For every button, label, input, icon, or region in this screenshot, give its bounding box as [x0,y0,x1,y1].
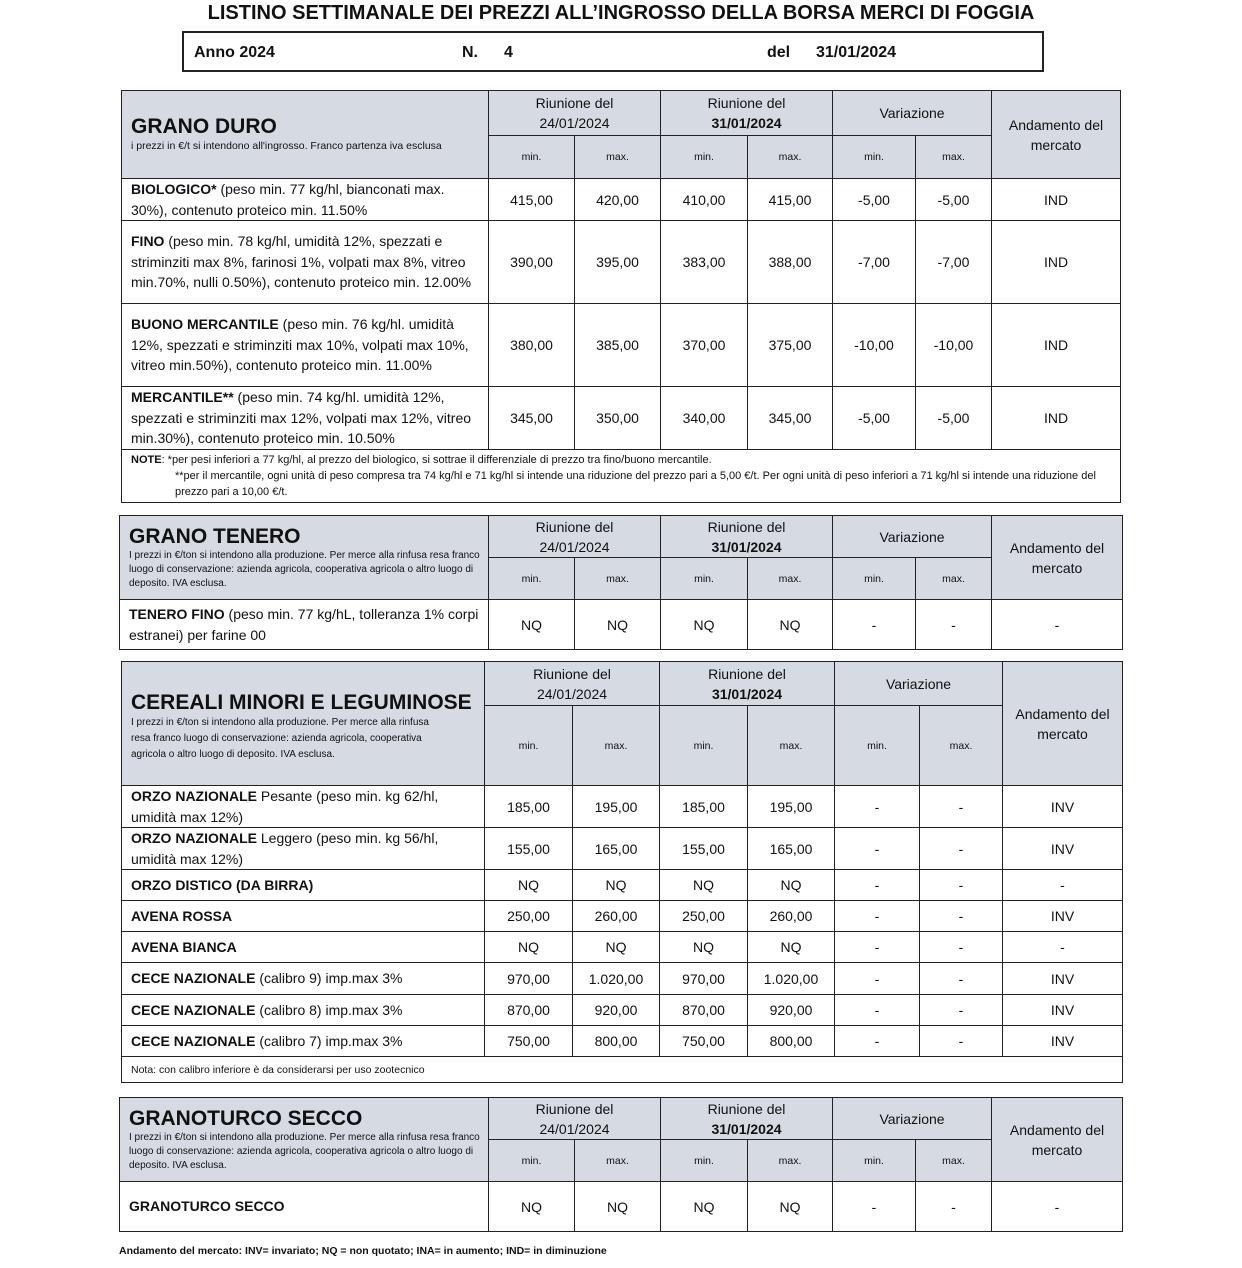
grano-duro-note [122,449,1121,502]
curr-min-cell: 870,00 [660,995,748,1026]
riunione-label: Riunione del [708,665,786,682]
product-cell [122,221,489,304]
curr-min-cell: NQ [661,600,748,650]
product-name: BIOLOGICO* [131,181,217,197]
prev-max-cell: 260,00 [573,901,660,932]
prev-min-cell: NQ [485,932,573,963]
product-cell [122,1026,485,1057]
product-detail: Leggero (peso min. kg 56/hl, umidità max 12%) [131,830,439,867]
max-header: max. [748,1140,833,1182]
granoturco-table [119,1097,1123,1232]
max-header: max. [916,136,992,179]
table-row [122,828,1123,870]
prev-max-cell: 800,00 [573,1026,660,1057]
trend-cell: - [992,600,1123,650]
product-cell [122,995,485,1026]
cereali-header-cell [122,662,485,786]
table-row [122,387,1121,450]
curr-min-cell: 155,00 [660,828,748,870]
trend-cell: INV [1003,963,1123,995]
product-detail: (calibro 7) imp.max 3% [255,1032,403,1049]
curr-meeting-header [661,91,833,136]
product-cell [122,304,489,387]
prev-min-cell: 390,00 [489,221,575,304]
product-name: ORZO DISTICO (DA BIRRA) [131,876,314,893]
product-cell [122,932,485,963]
product-cell [122,870,485,901]
trend-cell: - [992,1182,1123,1232]
var-max-cell: - [920,963,1003,995]
curr-min-cell: 340,00 [661,387,748,450]
curr-max-cell: 388,00 [748,221,833,304]
riunione-label: Riunione del [707,518,786,535]
prev-max-cell: NQ [573,932,660,963]
trend-cell: INV [1003,786,1123,828]
product-name: AVENA ROSSA [131,907,233,924]
product-detail: (peso min. 78 kg/hl, umidità 12%, spezzati e striminziti max 8%, farinosi 1%, volpati max 8%, vitreo min.70%, nulli 0.50%), contenuto proteico min. 12.00% [131,233,472,291]
curr-max-cell: NQ [748,870,835,901]
curr-min-cell: NQ [660,932,748,963]
table-row [122,870,1123,901]
curr-min-cell: 750,00 [660,1026,748,1057]
riunione-label: Riunione del [535,518,614,535]
prev-meeting-header [485,662,660,706]
var-max-cell: -5,00 [916,179,992,221]
var-max-cell: - [920,995,1003,1026]
product-detail: (peso min. 76 kg/hl. umidità 12%, spezzati e striminziti max 10%, volpati max 10%, vitreo min.50%), contenuto proteico min. 11.00% [131,316,469,374]
trend-cell: INV [1003,995,1123,1026]
section-title: GRANO TENERO [129,524,301,548]
min-header: min. [660,706,748,786]
prev-min-cell: 750,00 [485,1026,573,1057]
legend-footer: Andamento del mercato: INV= invariato; NQ = non quotato; INA= in aumento; IND= in diminuzione [119,1245,607,1257]
var-min-cell: - [835,1026,920,1057]
curr-date: 31/01/2024 [711,685,783,702]
prev-min-cell: 415,00 [489,179,575,221]
table-row [122,1026,1123,1057]
trend-cell: IND [992,387,1121,450]
table-row [120,600,1123,650]
prev-max-cell: 920,00 [573,995,660,1026]
var-max-cell: - [916,600,992,650]
prev-min-cell: 185,00 [485,786,573,828]
product-name: ORZO NAZIONALE [131,788,257,804]
note-line-1: : *per pesi inferiori a 77 kg/hl, al prezzo del biologico, si sottrae il differenziale di prezzo tra fino/buono mercantile. [161,453,712,466]
max-header: max. [916,558,992,600]
product-cell [122,901,485,932]
riunione-label: Riunione del [707,1100,786,1117]
section-title: GRANOTURCO SECCO [129,1106,363,1130]
max-header: max. [575,136,661,179]
variation-header: Variazione [833,516,992,558]
table-row [122,786,1123,828]
prev-min-cell: 380,00 [489,304,575,387]
min-header: min. [833,1140,916,1182]
var-min-cell: - [835,995,920,1026]
max-header: max. [748,558,833,600]
prev-min-cell: 155,00 [485,828,573,870]
product-name: MERCANTILE** [131,389,234,405]
product-detail: (peso min. 74 kg/hl. umidità 12%, spezzati e striminziti max 12%, volpati max 12%, vitreo min.30%), contenuto proteico min. 10.50% [131,389,472,446]
issue-info-box [182,31,1044,72]
var-max-cell: - [920,870,1003,901]
curr-min-cell: NQ [660,870,748,901]
prev-max-cell: 195,00 [573,786,660,828]
curr-max-cell: 375,00 [748,304,833,387]
var-min-cell: - [835,901,920,932]
trend-cell: INV [1003,1026,1123,1057]
var-max-cell: - [920,901,1003,932]
trend-cell: - [1003,870,1123,901]
min-header: min. [833,136,916,179]
curr-min-cell: 410,00 [661,179,748,221]
variation-header: Variazione [835,662,1003,706]
product-name: BUONO MERCANTILE [131,316,279,333]
max-header: max. [920,706,1003,786]
prev-date: 24/01/2024 [539,1120,610,1137]
table-row [122,995,1123,1026]
prev-date: 24/01/2024 [539,538,610,555]
product-name: ORZO NAZIONALE [131,830,257,846]
prev-meeting-header [489,91,661,136]
var-max-cell: -7,00 [916,221,992,304]
curr-max-cell: 165,00 [748,828,835,870]
var-min-cell: - [833,600,916,650]
min-header: min. [485,706,573,786]
riunione-label: Riunione del [535,1100,614,1117]
product-detail: (peso min. 77 kg/hL, tolleranza 1% corpi estranei) per farine 00 [129,606,479,643]
prev-date: 24/01/2024 [539,115,610,131]
prev-date: 24/01/2024 [536,685,608,702]
curr-max-cell: 415,00 [748,179,833,221]
curr-max-cell: 1.020,00 [748,963,835,995]
var-max-cell: - [920,786,1003,828]
table-row [122,901,1123,932]
product-cell [122,387,489,450]
curr-meeting-header [661,516,833,558]
var-min-cell: -5,00 [833,387,916,450]
curr-min-cell: NQ [661,1182,748,1232]
product-detail: Pesante (peso min. kg 62/hl, umidità max 12%) [131,788,439,825]
prev-max-cell: 385,00 [575,304,661,387]
max-header: max. [748,706,835,786]
curr-max-cell: 195,00 [748,786,835,828]
max-header: max. [573,706,660,786]
var-max-cell: -5,00 [916,387,992,450]
curr-date: 31/01/2024 [711,115,782,131]
prev-min-cell: 870,00 [485,995,573,1026]
cereali-minori-table [121,661,1123,1083]
prev-max-cell: 165,00 [573,828,660,870]
section-description: i prezzi in €/t si intendono all'ingrosso. Franco partenza iva esclusa [131,140,442,152]
prev-max-cell: NQ [573,870,660,901]
prev-max-cell: 1.020,00 [573,963,660,995]
curr-max-cell: NQ [748,932,835,963]
year-label: Anno 2024 [194,44,275,61]
min-header: min. [489,1140,575,1182]
curr-min-cell: 970,00 [660,963,748,995]
riunione-label: Riunione del [535,95,614,111]
prev-meeting-header [489,1098,661,1140]
product-cell [120,1182,489,1232]
product-cell [122,786,485,828]
trend-header: Andamento del mercato [992,91,1121,179]
min-header: min. [661,136,748,179]
table-row [122,963,1123,995]
var-max-cell: - [920,932,1003,963]
var-min-cell: -10,00 [833,304,916,387]
section-title: GRANO DURO [131,115,277,138]
var-min-cell: - [833,1182,916,1232]
variation-header: Variazione [833,91,992,136]
riunione-label: Riunione del [533,665,611,682]
grano-duro-header-cell [122,91,489,179]
table-row [122,179,1121,221]
curr-min-cell: 383,00 [661,221,748,304]
product-cell [122,179,489,221]
curr-min-cell: 185,00 [660,786,748,828]
max-header: max. [748,136,833,179]
var-min-cell: -7,00 [833,221,916,304]
section-title: CEREALI MINORI E LEGUMINOSE [131,691,472,714]
var-max-cell: - [916,1182,992,1232]
var-max-cell: - [920,1026,1003,1057]
trend-cell: IND [992,304,1121,387]
table-row [122,221,1121,304]
date-label: del [767,44,791,61]
var-min-cell: - [835,932,920,963]
min-header: min. [835,706,920,786]
prev-min-cell: NQ [489,600,575,650]
product-cell [122,963,485,995]
curr-meeting-header [660,662,835,706]
product-cell [122,828,485,870]
issue-number-label: N. [462,44,478,61]
min-header: min. [489,136,575,179]
prev-max-cell: 395,00 [575,221,661,304]
curr-min-cell: 250,00 [660,901,748,932]
min-header: min. [661,558,748,600]
grano-tenero-header-cell [120,516,489,600]
product-cell [120,600,489,650]
curr-max-cell: NQ [748,1182,833,1232]
prev-max-cell: NQ [575,1182,661,1232]
product-name: FINO [131,233,165,250]
riunione-label: Riunione del [707,95,786,111]
prev-max-cell: 420,00 [575,179,661,221]
curr-min-cell: 370,00 [661,304,748,387]
var-min-cell: - [835,870,920,901]
trend-header: Andamento del mercato [992,1098,1123,1182]
granoturco-header-cell [120,1098,489,1182]
table-row [122,932,1123,963]
min-header: min. [489,558,575,600]
product-detail: (peso min. 77 kg/hl, bianconati max. 30%), contenuto proteico min. 11.50% [131,181,445,218]
var-max-cell: -10,00 [916,304,992,387]
variation-header: Variazione [833,1098,992,1140]
product-name: AVENA BIANCA [131,938,237,955]
trend-cell: IND [992,179,1121,221]
var-min-cell: -5,00 [833,179,916,221]
date-value: 31/01/2024 [816,44,897,61]
prev-min-cell: 345,00 [489,387,575,450]
note-line-2: **per il mercantile, ogni unità di peso compresa tra 74 kg/hl e 71 kg/hl si intende una riduzione del prezzo pari a 5,00 €/t. Per ogni unità di peso inferiori a 71 kg/hl si intende una riduzione del prezzo pari a 10,00 €/t. [175,469,1096,498]
trend-cell: INV [1003,901,1123,932]
curr-max-cell: 920,00 [748,995,835,1026]
var-min-cell: - [835,963,920,995]
max-header: max. [575,1140,661,1182]
product-name: GRANOTURCO SECCO [129,1198,285,1215]
table-row [120,1182,1123,1232]
page-title: LISTINO SETTIMANALE DEI PREZZI ALL’INGROSSO DELLA BORSA MERCI DI FOGGIA [207,2,1035,24]
product-detail: (calibro 9) imp.max 3% [255,970,403,987]
product-name: CECE NAZIONALE [131,1032,256,1049]
product-detail: (calibro 8) imp.max 3% [255,1001,403,1018]
var-max-cell: - [920,828,1003,870]
trend-header: Andamento del mercato [1003,662,1123,786]
table-row [122,304,1121,387]
min-header: min. [833,558,916,600]
prev-min-cell: NQ [485,870,573,901]
curr-max-cell: 260,00 [748,901,835,932]
issue-number-value: 4 [504,44,513,61]
curr-date: 31/01/2024 [711,1120,782,1137]
max-header: max. [916,1140,992,1182]
min-header: min. [661,1140,748,1182]
trend-header: Andamento del mercato [992,516,1123,600]
curr-meeting-header [661,1098,833,1140]
section-description: I prezzi in €/ton si intendono alla produzione. Per merce alla rinfusa resa franco luogo di conservazione: azienda agricola, cooperativa agricola o altro luogo di deposito. IVA esclusa. [131,717,429,760]
var-min-cell: - [835,786,920,828]
grano-tenero-table [119,515,1123,650]
note-label: NOTE [131,453,162,466]
section-description: I prezzi in €/ton si intendono alla produzione. Per merce alla rinfusa resa franco luogo di conservazione: azienda agricola, cooperativa agricola o altro luogo di deposito. IVA esclusa. [129,1131,480,1171]
prev-min-cell: 250,00 [485,901,573,932]
product-name: CECE NAZIONALE [131,970,256,987]
trend-cell: - [1003,932,1123,963]
var-min-cell: - [835,828,920,870]
trend-cell: INV [1003,828,1123,870]
curr-date: 31/01/2024 [711,538,782,555]
curr-max-cell: 345,00 [748,387,833,450]
grano-duro-table [121,90,1121,503]
curr-max-cell: 800,00 [748,1026,835,1057]
prev-max-cell: NQ [575,600,661,650]
trend-cell: IND [992,221,1121,304]
max-header: max. [575,558,661,600]
product-name: CECE NAZIONALE [131,1001,256,1018]
prev-min-cell: NQ [489,1182,575,1232]
curr-max-cell: NQ [748,600,833,650]
prev-meeting-header [489,516,661,558]
section-description: I prezzi in €/ton si intendono alla produzione. Per merce alla rinfusa resa franco luogo di conservazione: azienda agricola, cooperativa agricola o altro luogo di deposito. IVA esclusa. [129,549,480,589]
prev-min-cell: 970,00 [485,963,573,995]
product-name: TENERO FINO [129,606,225,622]
prev-max-cell: 350,00 [575,387,661,450]
cereali-note: Nota: con calibro inferiore è da considerarsi per uso zootecnico [122,1057,1123,1083]
